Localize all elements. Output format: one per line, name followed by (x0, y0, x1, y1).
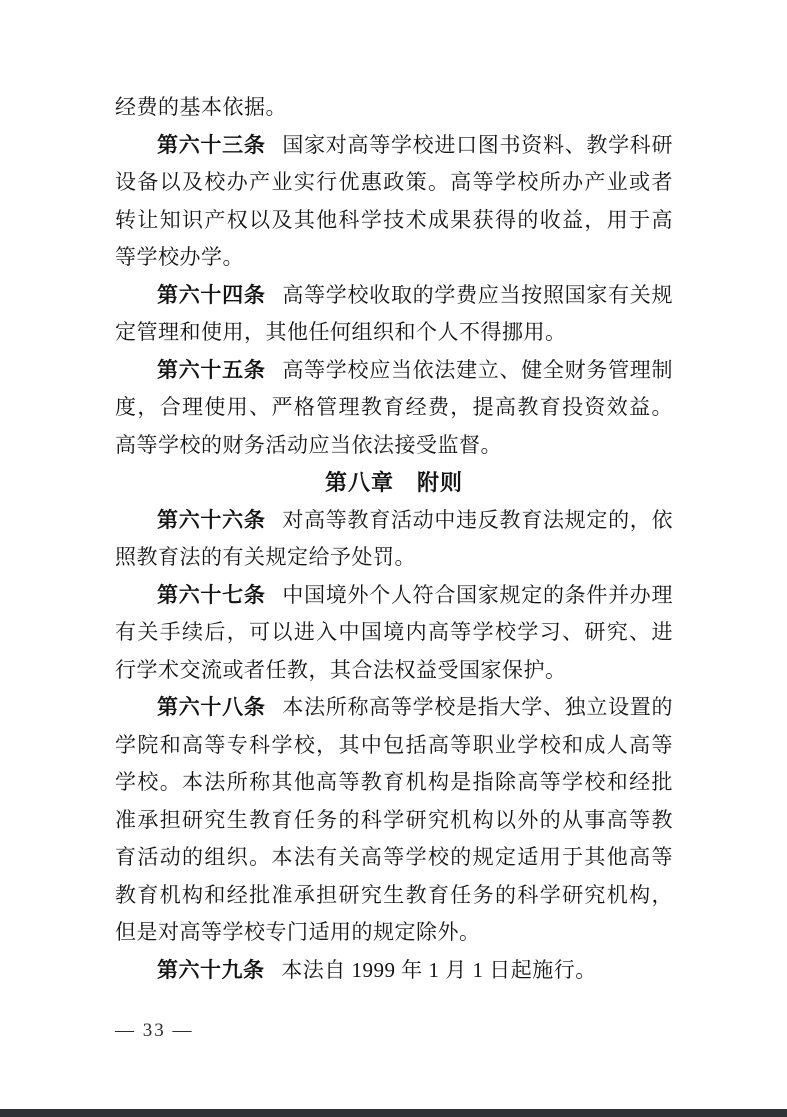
article-68-number-label: 第六十八条 (157, 695, 266, 719)
article-63-number-label: 第六十三条 (157, 132, 266, 157)
article-68-text: 本法所称高等学校是指大学、独立设置的学院和高等专科学校，其中包括高等职业学校和成人高等学校。本法所称其他高等教育机构是指除高等学校和经批准承担研究生教育任务的科学研究机构以外的从事高等教育活动的组织。本法有关高等学校的规定适用于其他高等教育机构和经批准承担研究生教育任务的科学研究机构，但是对高等学校专门适用的规定除外。 (115, 695, 674, 944)
article-66-text: 对高等教育活动中违反教育法规定的，依照教育法的有关规定给予处罚。 (115, 507, 674, 569)
continuation-paragraph (115, 89, 673, 127)
article-64-number-label: 第六十四条 (157, 282, 266, 307)
page-number: — 33 — (115, 1020, 194, 1041)
article-66-number-label: 第六十六条 (157, 507, 266, 532)
article-64-paragraph (115, 277, 673, 352)
article-63-paragraph (115, 127, 673, 277)
article-65-number-label: 第六十五条 (157, 357, 266, 382)
document-body (115, 89, 673, 989)
article-65-text: 高等学校应当依法建立、健全财务管理制度，合理使用、严格管理教育经费，提高教育投资效益。高等学校的财务活动应当依法接受监督。 (115, 357, 674, 457)
chapter-8-heading: 第八章 附则 (324, 470, 463, 495)
article-69-paragraph (115, 952, 673, 990)
article-68-paragraph (115, 689, 673, 952)
article-69-number-label: 第六十九条 (157, 957, 265, 982)
article-63-text: 国家对高等学校进口图书资料、教学科研设备以及校办产业实行优惠政策。高等学校所办产业或者转让知识产权以及其他科学技术成果获得的收益，用于高等学校办学。 (115, 132, 674, 269)
article-67-paragraph (115, 577, 673, 690)
article-69-text: 本法自 1999 年 1 月 1 日起施行。 (281, 957, 597, 982)
bottom-edge-bar (0, 1109, 787, 1117)
article-67-number-label: 第六十七条 (157, 582, 266, 607)
article-64-text: 高等学校收取的学费应当按照国家有关规定管理和使用，其他任何组织和个人不得挪用。 (115, 282, 674, 344)
continuation-text: 经费的基本依据。 (115, 95, 287, 119)
article-66-paragraph (115, 502, 673, 577)
article-65-paragraph (115, 352, 673, 465)
article-67-text: 中国境外个人符合国家规定的条件并办理有关手续后，可以进入中国境内高等学校学习、研究、进行学术交流或者任教，其合法权益受国家保护。 (115, 582, 674, 682)
